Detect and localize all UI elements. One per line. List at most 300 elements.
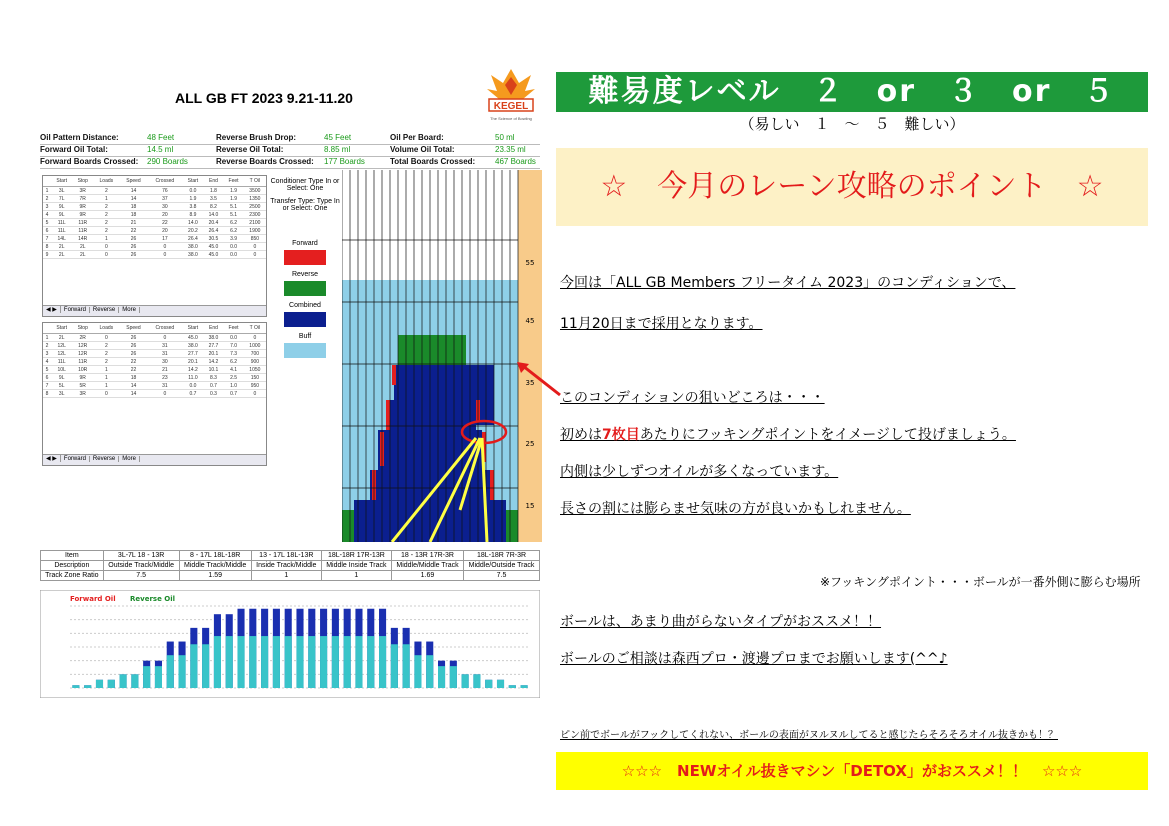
table-cell[interactable]: 1 [43,334,51,342]
table-cell[interactable]: 23 [147,374,182,382]
bar-reverse-oil [403,644,410,688]
forward-oil-value: 14.5 ml [147,145,174,154]
bar-legend-forward: Forward Oil [70,595,116,603]
table-cell[interactable]: 45.0 [204,243,224,251]
table-cell[interactable]: 31 [147,382,182,390]
table-row [43,187,266,195]
axis-label-25: 25 [525,440,535,448]
bar-reverse-oil [273,636,280,688]
bar-reverse-oil [367,636,374,688]
table-cell[interactable]: 22 [120,358,148,366]
total-boards-value: 467 Boards [495,157,536,166]
table-row [43,374,266,382]
footnote: ピン前でボールがフックしてくれない、ボールの表面がヌルヌルしてると感じたらそろそろオイル抜きかも！？ [560,730,1058,741]
column-header: Start [51,323,72,334]
table-cell[interactable]: 5.1 [223,203,243,211]
table-cell[interactable]: 14L [51,235,72,243]
table-cell[interactable]: 22 [147,219,182,227]
bar-reverse-oil [450,666,457,688]
table-cell[interactable]: 0 [93,251,119,259]
tab-forward[interactable]: Forward [61,456,90,462]
column-header: End [204,176,224,187]
table-cell[interactable]: 18 [120,211,148,219]
table-cell[interactable]: 76 [147,187,182,195]
table-cell[interactable]: 2R [72,334,93,342]
pointer-arrow [515,360,565,400]
bar-reverse-oil [72,685,79,688]
table-cell[interactable]: 9R [72,211,93,219]
table-cell: 18L-18R 17R-13R [321,551,391,561]
table-cell[interactable]: 8.2 [204,203,224,211]
table-cell: Item [41,551,104,561]
bar-reverse-oil [391,644,398,688]
forward-edge [392,365,396,385]
table-cell[interactable]: 14.0 [204,211,224,219]
table-cell[interactable]: 6.2 [223,219,243,227]
table-cell[interactable]: 26.4 [182,235,203,243]
table-cell[interactable]: 3L [51,390,72,398]
table-cell[interactable]: 11L [51,227,72,235]
table-cell[interactable]: 8.3 [204,374,224,382]
table-cell[interactable]: 2L [51,243,72,251]
table-cell[interactable]: 26 [120,235,148,243]
table-cell: 13 - 17L 18L-13R [251,551,321,561]
table-cell[interactable]: 37 [147,195,182,203]
legend-forward-swatch [284,250,326,265]
column-header [43,176,51,187]
table-cell[interactable]: 2L [51,334,72,342]
table-cell[interactable]: 38.0 [182,243,203,251]
column-header: Loads [93,323,119,334]
bar-reverse-oil [237,636,244,688]
table-cell[interactable]: 8 [43,243,51,251]
bar-reverse-oil [308,636,315,688]
inside-line: 内側は少しずつオイルが多くなっています。 [560,464,839,480]
table-cell[interactable]: 38.0 [204,334,224,342]
table-cell[interactable]: 2 [93,211,119,219]
table-cell[interactable]: 20.1 [182,358,203,366]
table-cell[interactable]: 850 [244,235,266,243]
column-header: Feet [223,176,243,187]
table-cell[interactable]: 0 [244,251,266,259]
table-cell[interactable]: 17 [147,235,182,243]
table-cell[interactable]: 9L [51,374,72,382]
bar-reverse-oil [167,655,174,688]
table-cell[interactable]: 11R [72,227,93,235]
legend-reverse: Reverse [291,271,319,278]
bar-reverse-oil [414,655,421,688]
table-cell[interactable]: 11R [72,219,93,227]
table-cell[interactable]: 2500 [244,203,266,211]
bar-reverse-oil [379,636,386,688]
table-cell: 18L-18R 7R-3R [464,551,540,561]
table-cell[interactable]: 3L [51,187,72,195]
table-cell[interactable]: 6 [43,374,51,382]
table-cell[interactable]: 27.7 [204,342,224,350]
table-cell[interactable]: 0.7 [204,382,224,390]
bar-reverse-oil [438,666,445,688]
table-cell[interactable]: 21 [120,219,148,227]
legend-buff-swatch [284,343,326,358]
table-cell[interactable]: 5L [51,382,72,390]
table-cell[interactable]: 7 [43,235,51,243]
oil-volume-bar-chart [40,590,540,698]
table-cell[interactable]: 2 [93,342,119,350]
table-cell: 1.59 [179,571,251,581]
bar-reverse-oil [179,655,186,688]
table-cell[interactable]: 0.7 [182,390,203,398]
ball-recommend-line: ボールは、あまり曲がらないタイプがおススメ！！ [560,614,882,630]
table-cell[interactable]: 2 [93,187,119,195]
table-cell[interactable]: 26 [120,342,148,350]
table-row [43,227,266,235]
table-cell[interactable]: 22 [120,227,148,235]
table-cell: Middle/Middle Track [391,561,463,571]
column-header [43,323,51,334]
table-cell: 1 [321,571,391,581]
table-row [41,561,540,571]
table-cell[interactable]: 14 [120,187,148,195]
table-cell[interactable]: 10.1 [204,366,224,374]
column-header: T Oil [244,323,266,334]
table-row [43,334,266,342]
table-cell[interactable]: 6.2 [223,358,243,366]
tab-reverse[interactable]: Reverse [90,307,119,313]
table-cell[interactable]: 2 [93,227,119,235]
table-cell[interactable]: 20.1 [204,350,224,358]
table-row [43,358,266,366]
column-header: T Oil [244,176,266,187]
table-cell[interactable]: 2L [72,243,93,251]
table-cell[interactable]: 10R [72,366,93,374]
table-cell[interactable]: 14 [120,390,148,398]
table-cell[interactable]: 950 [244,382,266,390]
table-cell[interactable]: 3.8 [182,203,203,211]
tab-more[interactable]: More [119,307,140,313]
table-cell[interactable]: 5R [72,382,93,390]
table-cell[interactable]: 12L [51,342,72,350]
table-cell[interactable]: 0 [147,334,182,342]
table-cell[interactable]: 4.1 [223,366,243,374]
table-cell[interactable]: 1 [93,195,119,203]
table-cell[interactable]: 11R [72,358,93,366]
table-cell[interactable]: 4 [43,358,51,366]
table-cell[interactable]: 0 [147,243,182,251]
table-cell[interactable]: 1900 [244,227,266,235]
table-cell[interactable]: 2 [93,219,119,227]
table-cell[interactable]: 5 [43,219,51,227]
table-cell[interactable]: 9L [51,211,72,219]
table-cell[interactable]: 9L [51,203,72,211]
kegel-logo-icon [483,65,539,123]
table-cell: 3L-7L 18 - 13R [103,551,179,561]
table-cell[interactable]: 9R [72,203,93,211]
bar-reverse-oil [497,680,504,688]
table-cell[interactable]: 5.1 [223,211,243,219]
length-line: 長さの割には膨らませ気味の方が良いかもしれません。 [560,501,911,517]
table-cell[interactable]: 18 [120,203,148,211]
column-header: Crossed [147,323,182,334]
reverse-oil-label: Reverse Oil Total: [216,145,284,154]
bar-reverse-oil [202,644,209,688]
table-cell[interactable]: 20 [147,227,182,235]
bar-reverse-oil [320,636,327,688]
table-cell[interactable]: 1.9 [223,187,243,195]
table-cell[interactable]: 3.9 [223,235,243,243]
table-cell[interactable]: 2300 [244,211,266,219]
table-cell: 7.5 [103,571,179,581]
table-cell[interactable]: 1.9 [182,195,203,203]
table-cell[interactable]: 31 [147,342,182,350]
logo-text: KEGEL [493,101,529,112]
table-cell[interactable]: 11L [51,358,72,366]
table-cell[interactable]: 45.0 [182,334,203,342]
forward-edge [386,400,390,430]
bar-reverse-oil [120,674,127,688]
table-cell[interactable]: 26 [120,334,148,342]
table-cell[interactable]: 900 [244,358,266,366]
table-cell[interactable]: 8 [43,390,51,398]
table-cell[interactable]: 31 [147,350,182,358]
table-cell[interactable]: 2L [72,251,93,259]
forward-boards-value: 290 Boards [147,157,188,166]
table-cell[interactable]: 700 [244,350,266,358]
table-cell[interactable]: 14.2 [182,366,203,374]
table-cell[interactable]: 3R [72,187,93,195]
axis-label-55: 55 [525,259,535,267]
table-cell[interactable]: 0 [93,243,119,251]
table-cell[interactable]: 9R [72,374,93,382]
table-cell[interactable]: 12R [72,350,93,358]
tab-reverse[interactable]: Reverse [90,456,119,462]
table-cell[interactable]: 2 [93,203,119,211]
conditioner-type: Conditioner Type In or Select: One [270,178,340,192]
table-cell[interactable]: 14 [120,195,148,203]
table-cell[interactable]: 3R [72,390,93,398]
table-cell[interactable]: 4 [43,211,51,219]
bar-reverse-oil [426,655,433,688]
legend-combined-swatch [284,312,326,327]
column-header: Loads [93,176,119,187]
lane-oil-chart [342,170,542,542]
table-cell[interactable]: 12R [72,342,93,350]
table-cell[interactable]: 22 [120,366,148,374]
column-header: Crossed [147,176,182,187]
table-row [43,243,266,251]
table-cell[interactable]: 0.0 [182,382,203,390]
reverse-table [43,323,266,398]
detox-banner: ☆☆☆ NEWオイル抜きマシン「DETOX」がおススメ！！ ☆☆☆ [556,752,1148,790]
volume-oil-value: 23.35 ml [495,145,526,154]
column-header: Feet [223,323,243,334]
table-cell[interactable]: 14.0 [182,219,203,227]
table-cell[interactable]: 30.5 [204,235,224,243]
table-cell[interactable]: 6 [43,227,51,235]
table-cell[interactable]: 0 [147,390,182,398]
table-cell: 1.69 [391,571,463,581]
column-header: Speed [120,323,148,334]
table-cell: Middle Track/Middle [179,561,251,571]
reverse-boards-value: 177 Boards [324,157,365,166]
table-cell: Middle/Outside Track [464,561,540,571]
oil-block [398,365,470,430]
table-cell[interactable]: 1 [43,187,51,195]
table-cell[interactable]: 7L [51,195,72,203]
table-cell[interactable]: 30 [147,358,182,366]
bar-reverse-oil [509,685,516,688]
table-cell[interactable]: 45.0 [204,251,224,259]
table-cell[interactable]: 6.2 [223,227,243,235]
tab-more[interactable]: More [119,456,140,462]
table-cell[interactable]: 2 [93,358,119,366]
table-cell[interactable]: 0 [244,334,266,342]
table-row [43,342,266,350]
oil-per-board-value: 50 ml [495,133,515,142]
forward-sheet-tabs [43,305,266,316]
table-cell[interactable]: 0 [93,334,119,342]
legend-combined: Combined [289,302,321,309]
table-cell[interactable]: 0 [93,390,119,398]
table-cell[interactable]: 20 [147,211,182,219]
table-cell: Middle Inside Track [321,561,391,571]
table-cell[interactable]: 0.0 [182,187,203,195]
table-cell[interactable]: 20.2 [182,227,203,235]
target-heading: このコンディションの狙いどころは・・・ [560,390,825,406]
forward-oil-label: Forward Oil Total: [40,145,108,154]
table-cell[interactable]: 12L [51,350,72,358]
oil-distance-label: Oil Pattern Distance: [40,133,119,142]
table-cell[interactable]: 20.4 [204,219,224,227]
table-cell[interactable]: 3500 [244,187,266,195]
oil-pattern-panel [40,60,540,700]
bar-reverse-oil [249,636,256,688]
reverse-sheet [42,322,267,466]
bar-reverse-oil [332,636,339,688]
table-cell[interactable]: 14.2 [204,358,224,366]
forward-sheet [42,175,267,317]
table-cell: Inside Track/Middle [251,561,321,571]
table-cell[interactable]: 1350 [244,195,266,203]
target-post: あたりにフッキングポイントをイメージして投げましょう。 [639,427,1016,443]
table-cell[interactable]: 1 [93,374,119,382]
sheet-nav-icon[interactable]: ◀ ▶ [43,455,61,462]
table-cell[interactable]: 1000 [244,342,266,350]
table-cell[interactable]: 38.0 [182,251,203,259]
tab-forward[interactable]: Forward [61,307,90,313]
table-cell[interactable]: 0 [147,251,182,259]
table-cell[interactable]: 0.0 [223,251,243,259]
table-cell[interactable]: 3 [43,203,51,211]
bar-reverse-oil [285,636,292,688]
table-cell[interactable]: 8.9 [182,211,203,219]
oil-per-board-label: Oil Per Board: [390,133,444,142]
total-boards-label: Total Boards Crossed: [390,157,476,166]
bar-reverse-oil [521,685,528,688]
table-cell: Track Zone Ratio [41,571,104,581]
table-cell[interactable]: 1 [93,366,119,374]
legend-buff: Buff [298,333,312,340]
reverse-boards-label: Reverse Boards Crossed: [216,157,314,166]
table-cell[interactable]: 1.8 [204,187,224,195]
pattern-title: ALL GB FT 2023 9.21-11.20 [175,90,353,106]
lane-axis-strip [518,170,542,542]
table-cell[interactable]: 14 [120,382,148,390]
forward-table [43,176,266,259]
table-cell[interactable]: 7 [43,382,51,390]
table-cell[interactable]: 26 [120,251,148,259]
table-cell[interactable]: 2.5 [223,374,243,382]
table-row [43,219,266,227]
table-cell[interactable]: 2 [93,350,119,358]
table-cell[interactable]: 0.0 [223,243,243,251]
table-row [43,382,266,390]
column-header: Start [182,176,203,187]
table-cell[interactable]: 38.0 [182,342,203,350]
table-cell[interactable]: 0.3 [204,390,224,398]
table-cell[interactable]: 1 [93,235,119,243]
table-cell[interactable]: 3 [43,350,51,358]
pattern-stats [40,133,540,169]
table-cell[interactable]: 21 [147,366,182,374]
table-cell[interactable]: 2L [51,251,72,259]
zone-description-table [40,550,540,581]
table-cell[interactable]: 26 [120,350,148,358]
table-cell[interactable]: 0.7 [223,390,243,398]
axis-label-15: 15 [525,502,535,510]
table-cell: 1 [251,571,321,581]
table-cell[interactable]: 2100 [244,219,266,227]
table-cell[interactable]: 1050 [244,366,266,374]
table-cell[interactable]: 30 [147,203,182,211]
table-cell[interactable]: 7.0 [223,342,243,350]
table-row [43,390,266,398]
table-cell: 18 - 13R 17R-3R [391,551,463,561]
table-cell[interactable]: 27.7 [182,350,203,358]
table-cell[interactable]: 7.3 [223,350,243,358]
table-cell[interactable]: 14R [72,235,93,243]
table-cell[interactable]: 150 [244,374,266,382]
table-cell[interactable]: 9 [43,251,51,259]
table-cell[interactable]: 18 [120,374,148,382]
table-cell[interactable]: 1.9 [223,195,243,203]
table-cell[interactable]: 26.4 [204,227,224,235]
table-cell[interactable]: 2 [43,342,51,350]
reverse-sheet-tabs [43,454,266,465]
sheet-nav-icon[interactable]: ◀ ▶ [43,306,61,313]
table-cell[interactable]: 26 [120,243,148,251]
column-header: End [204,323,224,334]
intro-line-2: 11月20日まで採用となります。 [560,316,763,332]
table-cell[interactable]: 10L [51,366,72,374]
table-cell[interactable]: 0 [244,390,266,398]
axis-label-45: 45 [525,317,535,325]
axis-label-35: 35 [525,379,535,387]
table-cell[interactable]: 7R [72,195,93,203]
table-cell[interactable]: 0 [244,243,266,251]
bar-reverse-oil [485,680,492,688]
table-cell[interactable]: 5 [43,366,51,374]
table-cell[interactable]: 2 [43,195,51,203]
difficulty-banner: 難易度レベル ２ or ３ or ５ [556,72,1148,112]
table-cell[interactable]: 11.0 [182,374,203,382]
table-cell[interactable]: 0.0 [223,334,243,342]
table-cell[interactable]: 11L [51,219,72,227]
oil-block [398,335,466,367]
table-cell[interactable]: 1.0 [223,382,243,390]
legend-forward: Forward [292,240,318,247]
table-cell[interactable]: 3.5 [204,195,224,203]
table-cell[interactable]: 1 [93,382,119,390]
